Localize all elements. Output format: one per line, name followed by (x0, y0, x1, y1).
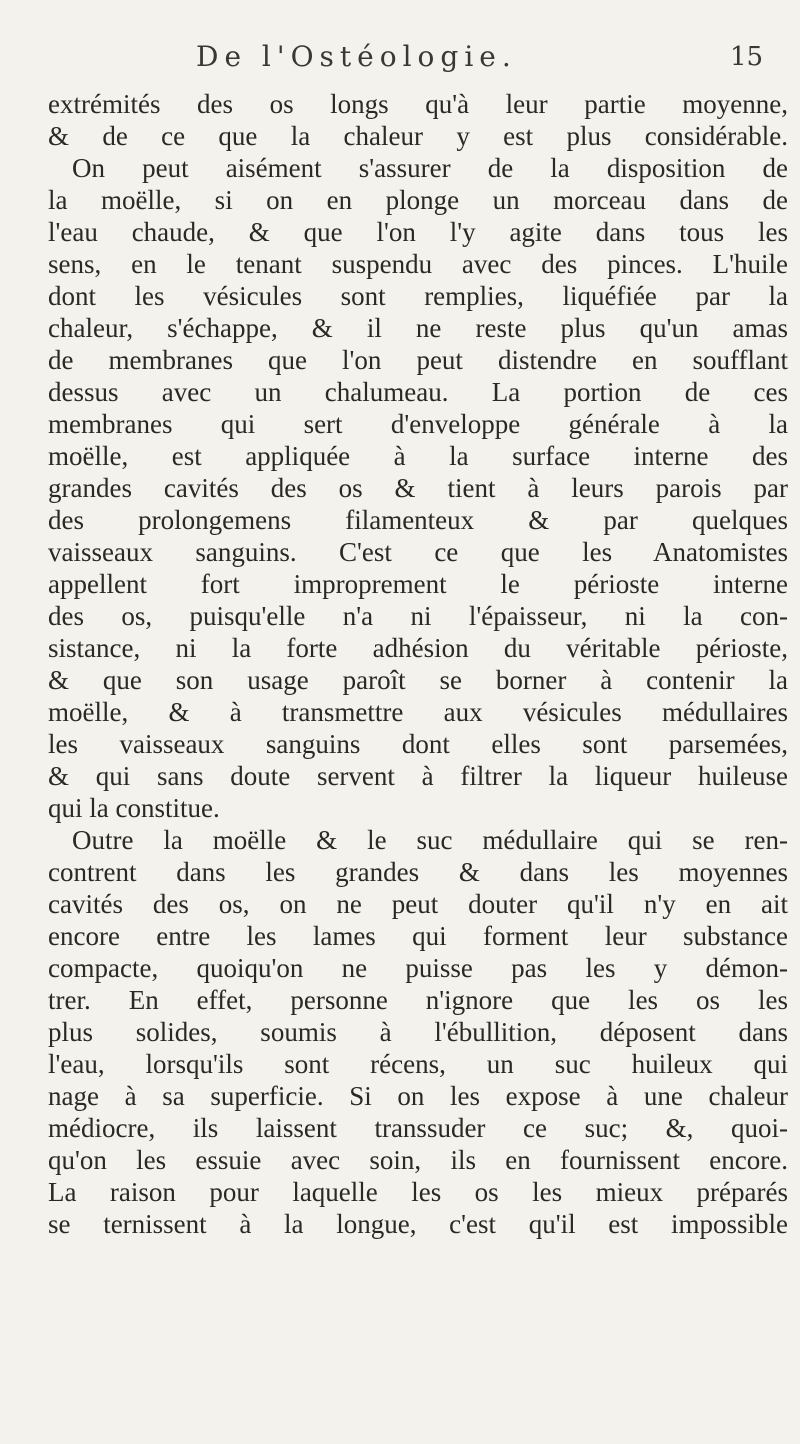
text-line: qu'on les essuie avec soin, ils en fournissent encore. (48, 1145, 788, 1175)
text-line: sistance, ni la forte adhésion du véritable périoste, (48, 633, 788, 663)
page-number: 15 (730, 42, 764, 72)
text-line: nage à sa superficie. Si on les expose à une chaleur (48, 1081, 788, 1111)
text-line: La raison pour laquelle les os les mieux préparés (48, 1177, 788, 1207)
text-line: médiocre, ils laissent transsuder ce suc; &, quoi- (48, 1113, 788, 1143)
text-line: la moëlle, si on en plonge un morceau dans de (48, 185, 788, 215)
text-line: moëlle, & à transmettre aux vésicules médullaires (48, 697, 788, 727)
text-line: cavités des os, on ne peut douter qu'il n'y en ait (48, 889, 788, 919)
text-line: moëlle, est appliquée à la surface interne des (48, 441, 788, 471)
text-line: trer. En effet, personne n'ignore que les os les (48, 985, 788, 1015)
text-line: les vaisseaux sanguins dont elles sont parsemées, (48, 729, 788, 759)
text-line: des prolongemens filamenteux & par quelques (48, 505, 788, 535)
text-line: grandes cavités des os & tient à leurs parois par (48, 473, 788, 503)
text-line: & qui sans doute servent à filtrer la liqueur huileuse (48, 761, 788, 791)
body-text (48, 88, 788, 1240)
text-line: des os, puisqu'elle n'a ni l'épaisseur, ni la con- (48, 601, 788, 631)
text-line: extrémités des os longs qu'à leur partie moyenne, (48, 89, 788, 119)
text-line: dessus avec un chalumeau. La portion de ces (48, 377, 788, 407)
text-line: membranes qui sert d'enveloppe générale à la (48, 409, 788, 439)
text-line: compacte, quoiqu'on ne puisse pas les y démon- (48, 953, 788, 983)
text-line: contrent dans les grandes & dans les moyennes (48, 857, 788, 887)
text-line: l'eau chaude, & que l'on l'y agite dans tous les (48, 217, 788, 247)
text-line: sens, en le tenant suspendu avec des pinces. L'huile (48, 249, 788, 279)
running-title: De l'Ostéologie. (196, 40, 517, 73)
text-line: encore entre les lames qui forment leur substance (48, 921, 788, 951)
text-line: vaisseaux sanguins. C'est ce que les Anatomistes (48, 537, 788, 567)
text-line: & de ce que la chaleur y est plus considérable. (48, 121, 788, 151)
paragraph-start-line: Outre la moëlle & le suc médullaire qui se ren- (72, 825, 788, 855)
text-line: chaleur, s'échappe, & il ne reste plus qu'un amas (48, 313, 788, 343)
text-line: l'eau, lorsqu'ils sont récens, un suc huileux qui (48, 1049, 788, 1079)
text-line: dont les vésicules sont remplies, liquéfiée par la (48, 281, 788, 311)
text-line: plus solides, soumis à l'ébullition, déposent dans (48, 1017, 788, 1047)
text-line: de membranes que l'on peut distendre en soufflant (48, 345, 788, 375)
text-line: & que son usage paroît se borner à contenir la (48, 665, 788, 695)
text-line: appellent fort improprement le périoste interne (48, 569, 788, 599)
paragraph-start-line: On peut aisément s'assurer de la disposition de (72, 153, 788, 183)
paragraph-end-line: qui la constitue. (48, 793, 220, 823)
text-line: se ternissent à la longue, c'est qu'il est impossible (48, 1209, 788, 1239)
